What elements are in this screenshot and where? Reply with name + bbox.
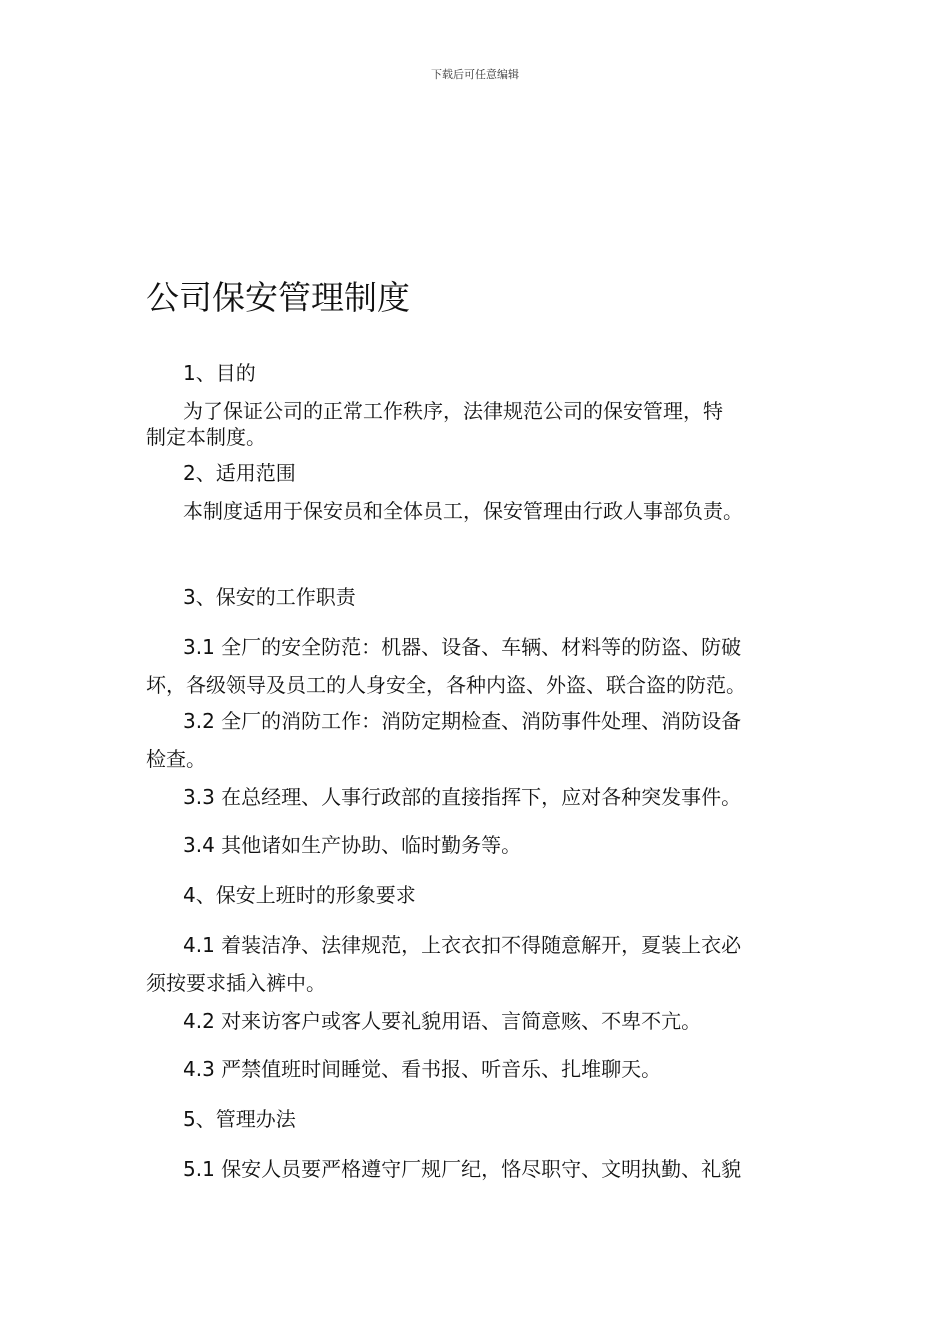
section-5-heading	[183, 1106, 296, 1132]
section-1-body-line-1: 为了保证公司的正常工作秩序，法律规范公司的保安管理，特	[183, 399, 723, 423]
document-title: 公司保安管理制度	[146, 278, 410, 317]
clause-number: 3.3	[183, 785, 215, 809]
clause-number: 3.1	[183, 635, 215, 659]
clause-text: 保安人员要严格遵守厂规厂纪，恪尽职守、文明执勤、礼貌	[214, 1157, 742, 1181]
clause-3-4-line-1	[183, 832, 521, 858]
section-2-body-line-1: 本制度适用于保安员和全体员工，保安管理由行政人事部负责。	[183, 499, 743, 523]
clause-number: 3.4	[183, 833, 215, 857]
section-heading-text: 、管理办法	[195, 1107, 296, 1131]
clause-4-1-line-1	[183, 932, 741, 958]
section-3-heading	[183, 584, 356, 610]
section-4-heading	[183, 882, 416, 908]
clause-number: 4.1	[183, 933, 215, 957]
clause-number: 4.3	[183, 1057, 215, 1081]
clause-3-2-line-2: 检查。	[146, 747, 206, 771]
clause-5-1-line-1	[183, 1156, 741, 1182]
section-2-heading	[183, 460, 296, 486]
section-heading-text: 、目的	[195, 361, 256, 385]
section-number: 4	[183, 883, 196, 907]
section-number: 3	[183, 585, 196, 609]
clause-3-2-line-1	[183, 708, 741, 734]
header-note: 下载后可任意编辑	[431, 68, 519, 81]
clause-number: 4.2	[183, 1009, 215, 1033]
clause-text: 着装洁净、法律规范，上衣衣扣不得随意解开，夏装上衣必	[214, 933, 742, 957]
clause-text: 对来访客户或客人要礼貌用语、言简意赅、不卑不亢。	[214, 1009, 702, 1033]
section-heading-text: 、适用范围	[195, 461, 296, 485]
clause-text: 全厂的消防工作：消防定期检查、消防事件处理、消防设备	[214, 709, 742, 733]
clause-4-3-line-1	[183, 1056, 661, 1082]
clause-number: 5.1	[183, 1157, 215, 1181]
clause-3-3-line-1	[183, 784, 741, 810]
clause-4-1-line-2: 须按要求插入裤中。	[146, 971, 326, 995]
clause-3-1-line-1	[183, 634, 741, 660]
clause-text: 在总经理、人事行政部的直接指挥下，应对各种突发事件。	[214, 785, 742, 809]
clause-number: 3.2	[183, 709, 215, 733]
section-1-body-line-2: 制定本制度。	[146, 425, 266, 449]
section-heading-text: 、保安的工作职责	[195, 585, 356, 609]
section-number: 1	[183, 361, 196, 385]
section-number: 5	[183, 1107, 196, 1131]
clause-text: 严禁值班时间睡觉、看书报、听音乐、扎堆聊天。	[214, 1057, 662, 1081]
clause-text: 其他诸如生产协助、临时勤务等。	[214, 833, 522, 857]
clause-text: 全厂的安全防范：机器、设备、车辆、材料等的防盗、防破	[214, 635, 742, 659]
section-number: 2	[183, 461, 196, 485]
clause-4-2-line-1	[183, 1008, 701, 1034]
section-heading-text: 、保安上班时的形象要求	[195, 883, 416, 907]
clause-3-1-line-2: 坏，各级领导及员工的人身安全，各种内盗、外盗、联合盗的防范。	[146, 673, 746, 697]
section-1-heading	[183, 360, 256, 386]
